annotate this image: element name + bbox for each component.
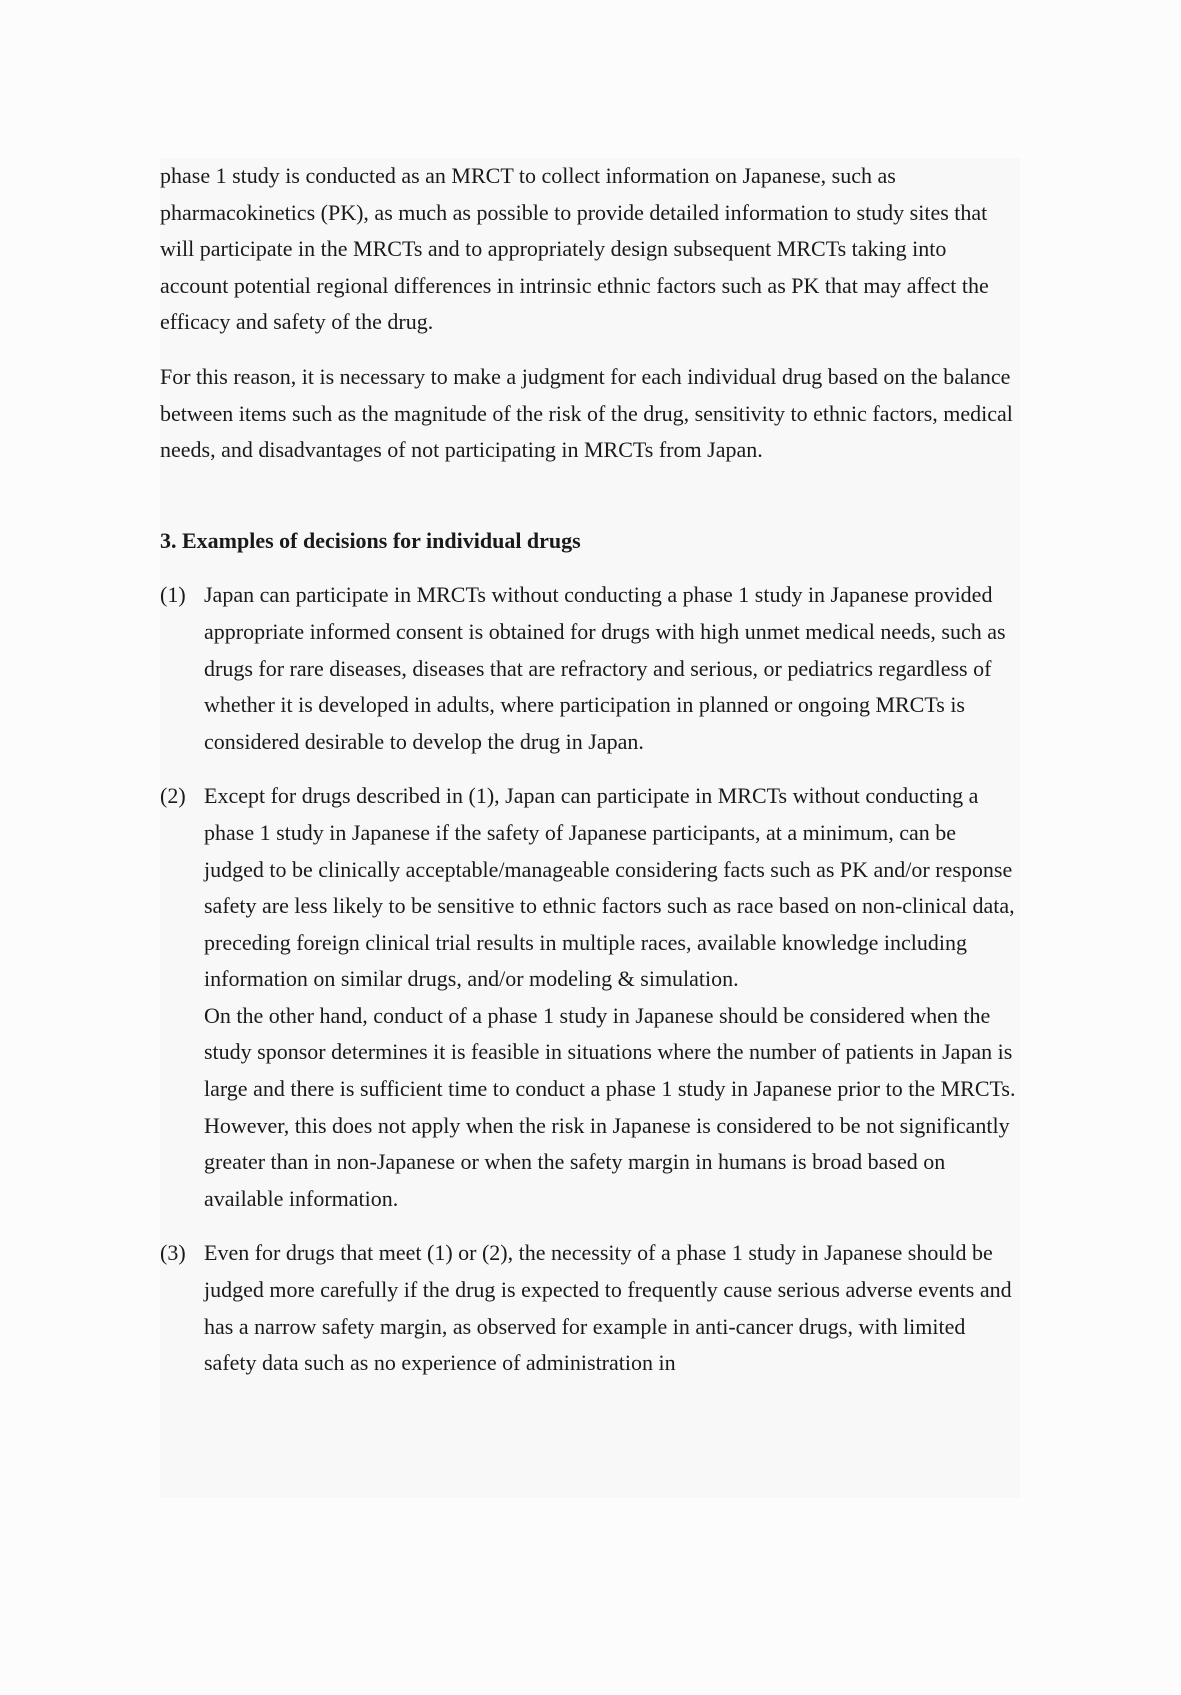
- list-item-text: Except for drugs described in (1), Japan can participate in MRCTs without conducting a phase 1 study in Japanese if the safety of Japanese participants, at a minimum, can be judged to be clinically acceptable/manageable considering facts such as PK and/or response safety are less likely to be sensitive to ethnic factors such as race based on non-clinical data, preceding foreign clinical trial results in multiple races, available knowledge including information on similar drugs, and/or modeling & simulation.: [204, 783, 1015, 992]
- list-item-text: Even for drugs that meet (1) or (2), the necessity of a phase 1 study in Japanese should be judged more carefully if the drug is expected to frequently cause serious adverse events and has a narrow safety margin, as observed for example in anti-cancer drugs, with limited safety data such as no experience of administration in: [204, 1240, 1012, 1376]
- paragraph-judgment: For this reason, it is necessary to make a judgment for each individual drug based on the balance between items such as the magnitude of the risk of the drug, sensitivity to ethnic factors, medical needs, and disadvantages of not participating in MRCTs from Japan.: [160, 363, 1013, 463]
- list-item-number: (1): [160, 582, 186, 608]
- paragraph-phase1-continuation: phase 1 study is conducted as an MRCT to collect information on Japanese, such as pharmacokinetics (PK), as much as possible to provide detailed information to study sites that will participate in the MRCTs and to appropriately design subsequent MRCTs taking into account potential regional differences in intrinsic ethnic factors such as PK that may affect the efficacy and safety of the drug.: [160, 163, 989, 335]
- list-item-text: Japan can participate in MRCTs without conducting a phase 1 study in Japanese provided appropriate informed consent is obtained for drugs with high unmet medical needs, such as drugs for rare diseases, diseases that are refractory and serious, or pediatrics regardless of whether it is developed in adults, where participation in planned or ongoing MRCTs is considered desirable to develop the drug in Japan.: [204, 582, 1006, 754]
- list-item-number: (3): [160, 1240, 186, 1266]
- list-item-number: (2): [160, 783, 186, 809]
- list-item-text: On the other hand, conduct of a phase 1 study in Japanese should be considered when the study sponsor determines it is feasible in situations where the number of patients in Japan is large and there is sufficient time to conduct a phase 1 study in Japanese prior to the MRCTs. However, this does not apply when the risk in Japanese is considered to be not significantly greater than in non-Japanese or when the safety margin in humans is broad based on available information.: [204, 1002, 1016, 1211]
- document-body: [160, 158, 1020, 1498]
- list-item-2: [160, 778, 1020, 1217]
- list-item-1: [160, 577, 1020, 760]
- list-item-3: [160, 1235, 1020, 1381]
- section-heading: 3. Examples of decisions for individual drugs: [160, 527, 581, 553]
